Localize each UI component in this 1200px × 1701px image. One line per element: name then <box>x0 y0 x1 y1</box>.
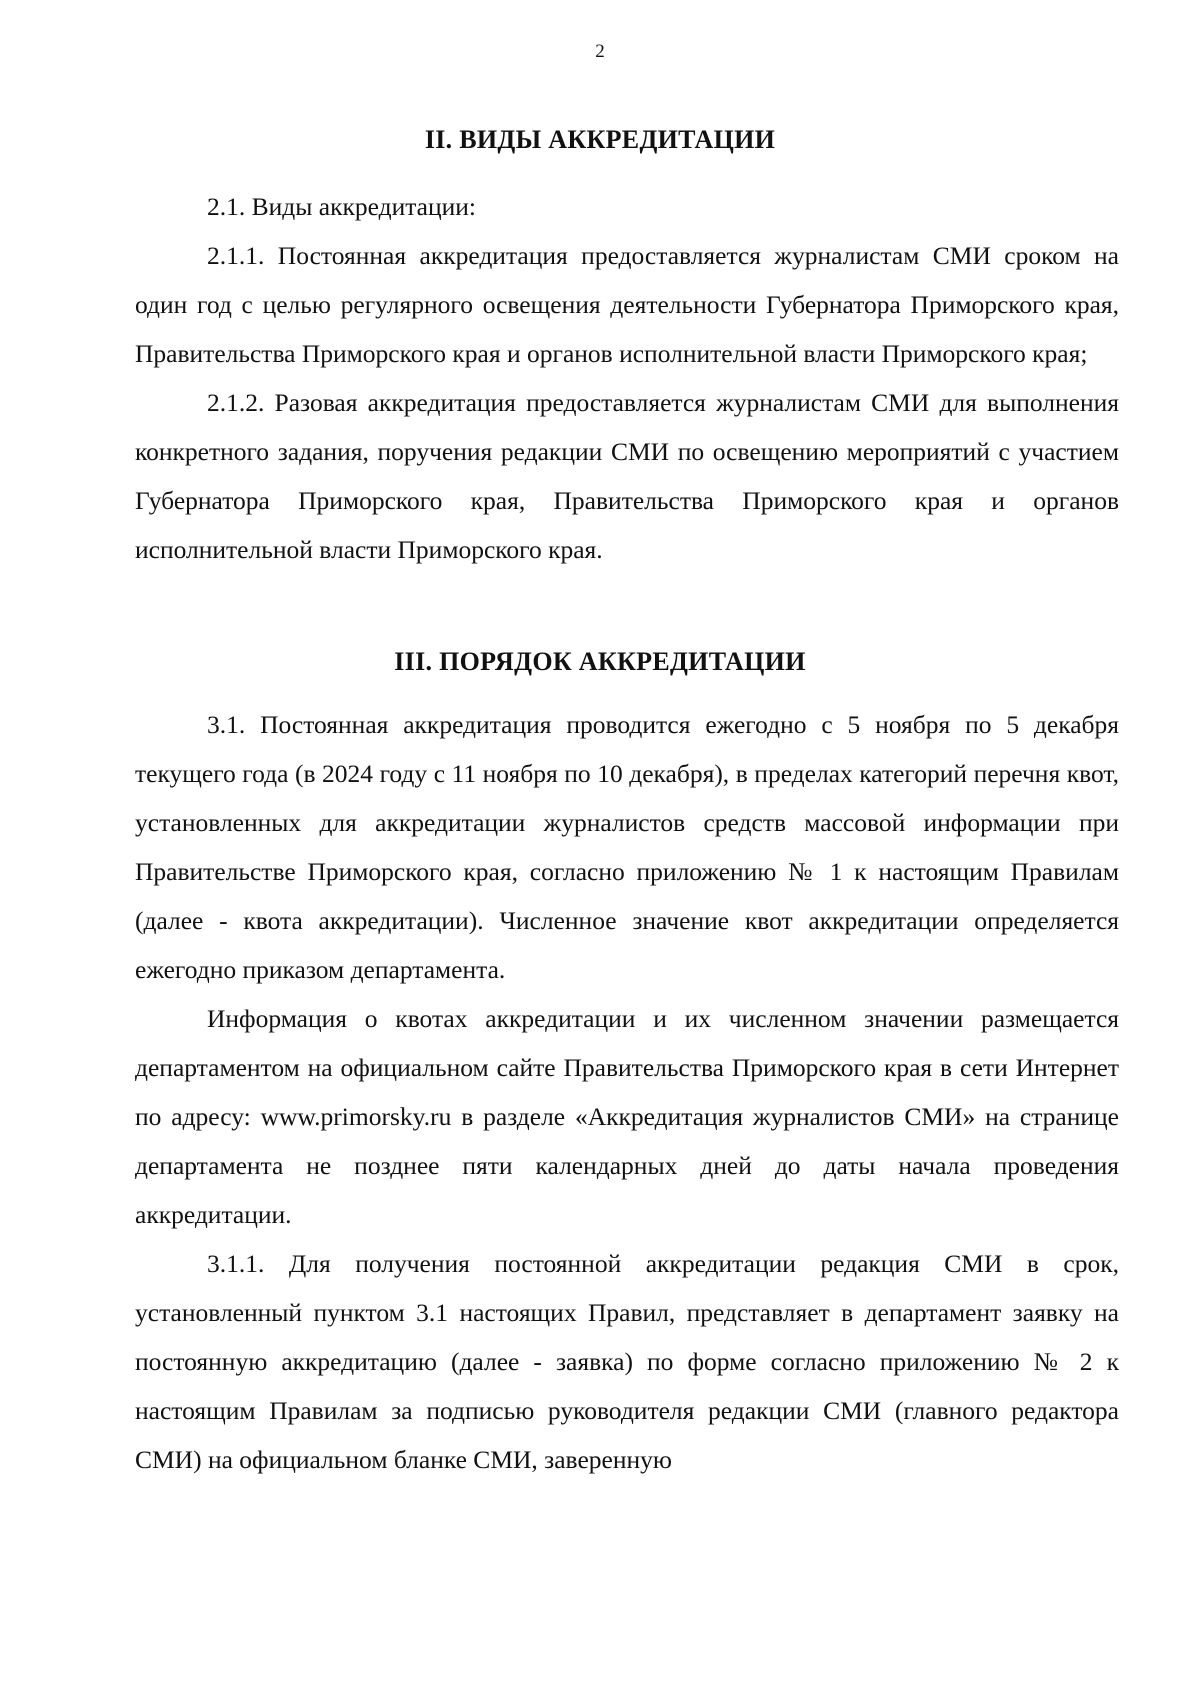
paragraph-3-1-1: 3.1.1. Для получения постоянной аккредитации редакция СМИ в срок, установленный пунктом 3.1 настоящих Правил, представляет в департамент заявку на постоянную аккредитацию (далее - заявка) по форме согласно приложению № 2 к настоящим Правилам за подписью руководителя редакции СМИ (главного редактора СМИ) на официальном бланке СМИ, заверенную <box>135 1249 1119 1474</box>
section-3-body <box>135 700 1119 1484</box>
paragraph-2-1-2: 2.1.2. Разовая аккредитация предоставляется журналистам СМИ для выполнения конкретного задания, поручения редакции СМИ по освещению мероприятий с участием Губернатора Приморского края, Правительства Приморского края и органов исполнительной власти Приморского края. <box>135 388 1119 564</box>
paragraph-2-1-1: 2.1.1. Постоянная аккредитация предоставляется журналистам СМИ сроком на один год с целью регулярного освещения деятельности Губернатора Приморского края, Правительства Приморского края и органов исполнительной власти Приморского края; <box>135 241 1119 368</box>
section-heading-3: III. ПОРЯДОК АККРЕДИТАЦИИ <box>394 647 806 676</box>
page-number: 2 <box>595 41 605 62</box>
paragraph-quota-info: Информация о квотах аккредитации и их численном значении размещается департаментом на официальном сайте Правительства Приморского края в сети Интернет по адресу: www.primorsky.ru в разделе «Аккредитация журналистов СМИ» на странице департамента не позднее пяти календарных дней до даты начала проведения аккредитации. <box>135 1004 1119 1229</box>
paragraph-2-1: 2.1. Виды аккредитации: <box>207 192 477 221</box>
section-2-body <box>135 182 1119 574</box>
paragraph-3-1: 3.1. Постоянная аккредитация проводится ежегодно с 5 ноября по 5 декабря текущего года (в 2024 году с 11 ноября по 10 декабря), в пределах категорий перечня квот, установленных для аккредитации журналистов средств массовой информации при Правительстве Приморского края, согласно приложению № 1 к настоящим Правилам (далее - квота аккредитации). Численное значение квот аккредитации определяется ежегодно приказом департамента. <box>135 710 1119 984</box>
section-heading-2: II. ВИДЫ АККРЕДИТАЦИИ <box>424 125 776 154</box>
